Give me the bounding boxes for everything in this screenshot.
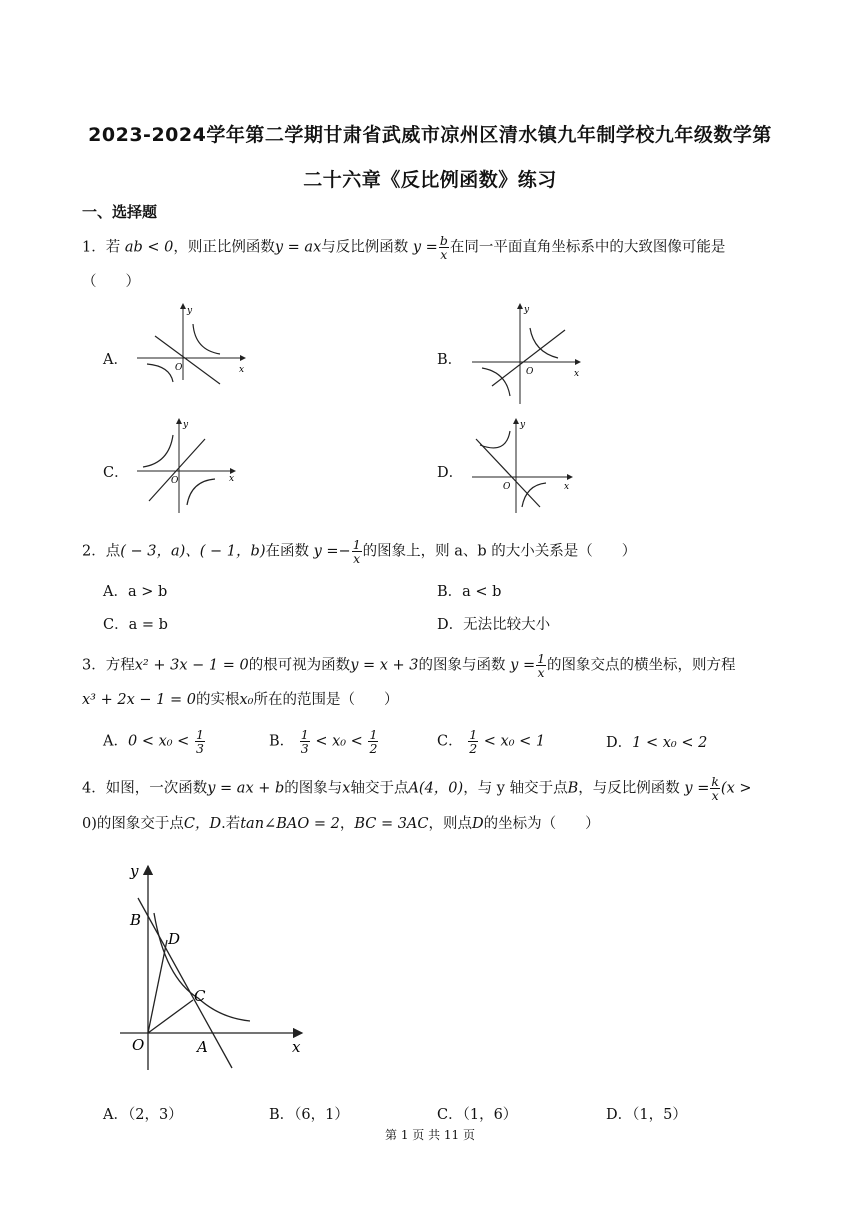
q2-option-a[interactable]: A．a > b bbox=[103, 584, 168, 600]
q1-graph-c bbox=[135, 415, 255, 515]
document-title-line1: 2023-2024学年第二学期甘肃省武威市凉州区清水镇九年制学校九年级数学第 bbox=[88, 124, 772, 146]
q4-figure bbox=[110, 858, 320, 1073]
question-1-paren: （ ） bbox=[82, 274, 140, 290]
svg-text:O: O bbox=[526, 367, 534, 377]
q1-graph-a bbox=[135, 300, 255, 385]
question-1: 1．若 ab < 0，则正比例函数y = ax与反比例函数 y = $\frac{b}{x}$ 在同一平面直角坐标系中的大致图像可能是 bbox=[82, 233, 726, 262]
svg-text:D: D bbox=[168, 930, 181, 948]
document-title-line2: 二十六章《反比例函数》练习 bbox=[303, 169, 557, 191]
svg-text:y: y bbox=[130, 862, 139, 880]
q2-option-d[interactable]: D．无法比较大小 bbox=[437, 617, 551, 633]
svg-text:y: y bbox=[520, 420, 526, 430]
q3-option-d[interactable]: D．1 < x₀ < 2 bbox=[606, 735, 708, 751]
question-4-line1: 4．如图，一次函数y = ax + b的图象与x轴交于点A(4，0)，与 y 轴交于点B，与反比例函数 y = $\frac{k}{x}$ (x > bbox=[82, 774, 752, 803]
q4-option-c[interactable]: C．（1，6） bbox=[437, 1107, 518, 1123]
question-4-line2: 0)的图象交于点C，D.若tan∠BAO = 2，BC = 3AC，则点D的坐标为（ ） bbox=[82, 816, 600, 832]
svg-text:O: O bbox=[175, 363, 183, 373]
svg-text:O: O bbox=[503, 482, 511, 492]
svg-text:y: y bbox=[183, 420, 189, 430]
q4-option-a[interactable]: A．（2，3） bbox=[103, 1107, 183, 1123]
svg-text:x: x bbox=[292, 1038, 301, 1056]
q3-option-c[interactable]: C． $\frac{1}{2}$ < x₀ < 1 bbox=[437, 727, 546, 756]
q1-option-c[interactable]: C． bbox=[103, 465, 129, 481]
question-3-line2: x³ + 2x − 1 = 0的实根x₀所在的范围是（ ） bbox=[82, 692, 399, 708]
q1-option-a[interactable]: A． bbox=[103, 352, 128, 368]
question-2: 2．点( − 3，a)、( − 1，b)在函数 y =− $\frac{1}{x}$ 的图象上，则 a、b 的大小关系是（ ） bbox=[82, 537, 637, 566]
page-footer: 第 1 页 共 11 页 bbox=[385, 1128, 475, 1142]
q1-graph-d bbox=[470, 415, 580, 515]
question-3-line1: 3．方程x² + 3x − 1 = 0的根可视为函数y = x + 3的图象与函数 y = $\frac{1}{x}$ 的图象交点的横坐标，则方程 bbox=[82, 651, 736, 680]
q1-option-d[interactable]: D． bbox=[437, 465, 464, 481]
q4-option-b[interactable]: B．（6，1） bbox=[269, 1107, 349, 1123]
q1-graph-b bbox=[470, 300, 590, 405]
svg-text:O: O bbox=[132, 1036, 145, 1054]
q2-option-b[interactable]: B．a < b bbox=[437, 584, 502, 600]
svg-text:x: x bbox=[564, 482, 570, 492]
svg-text:O: O bbox=[171, 476, 179, 486]
svg-text:C: C bbox=[194, 987, 206, 1005]
section-heading: 一、选择题 bbox=[82, 203, 158, 221]
q1-option-b[interactable]: B． bbox=[437, 352, 463, 368]
svg-text:B: B bbox=[130, 911, 142, 929]
svg-text:y: y bbox=[524, 305, 530, 315]
q3-option-b[interactable]: B． $\frac{1}{3}$ < x₀ < $\frac{1}{2}$ bbox=[269, 727, 378, 756]
svg-text:x: x bbox=[239, 365, 245, 375]
svg-text:A: A bbox=[197, 1038, 208, 1056]
q2-option-c[interactable]: C．a = b bbox=[103, 617, 168, 633]
svg-text:x: x bbox=[574, 369, 580, 379]
svg-text:y: y bbox=[187, 306, 193, 316]
svg-text:x: x bbox=[229, 474, 235, 484]
q4-option-d[interactable]: D．（1，5） bbox=[606, 1107, 687, 1123]
q3-option-a[interactable]: A．0 < x₀ < $\frac{1}{3}$ bbox=[103, 727, 204, 756]
